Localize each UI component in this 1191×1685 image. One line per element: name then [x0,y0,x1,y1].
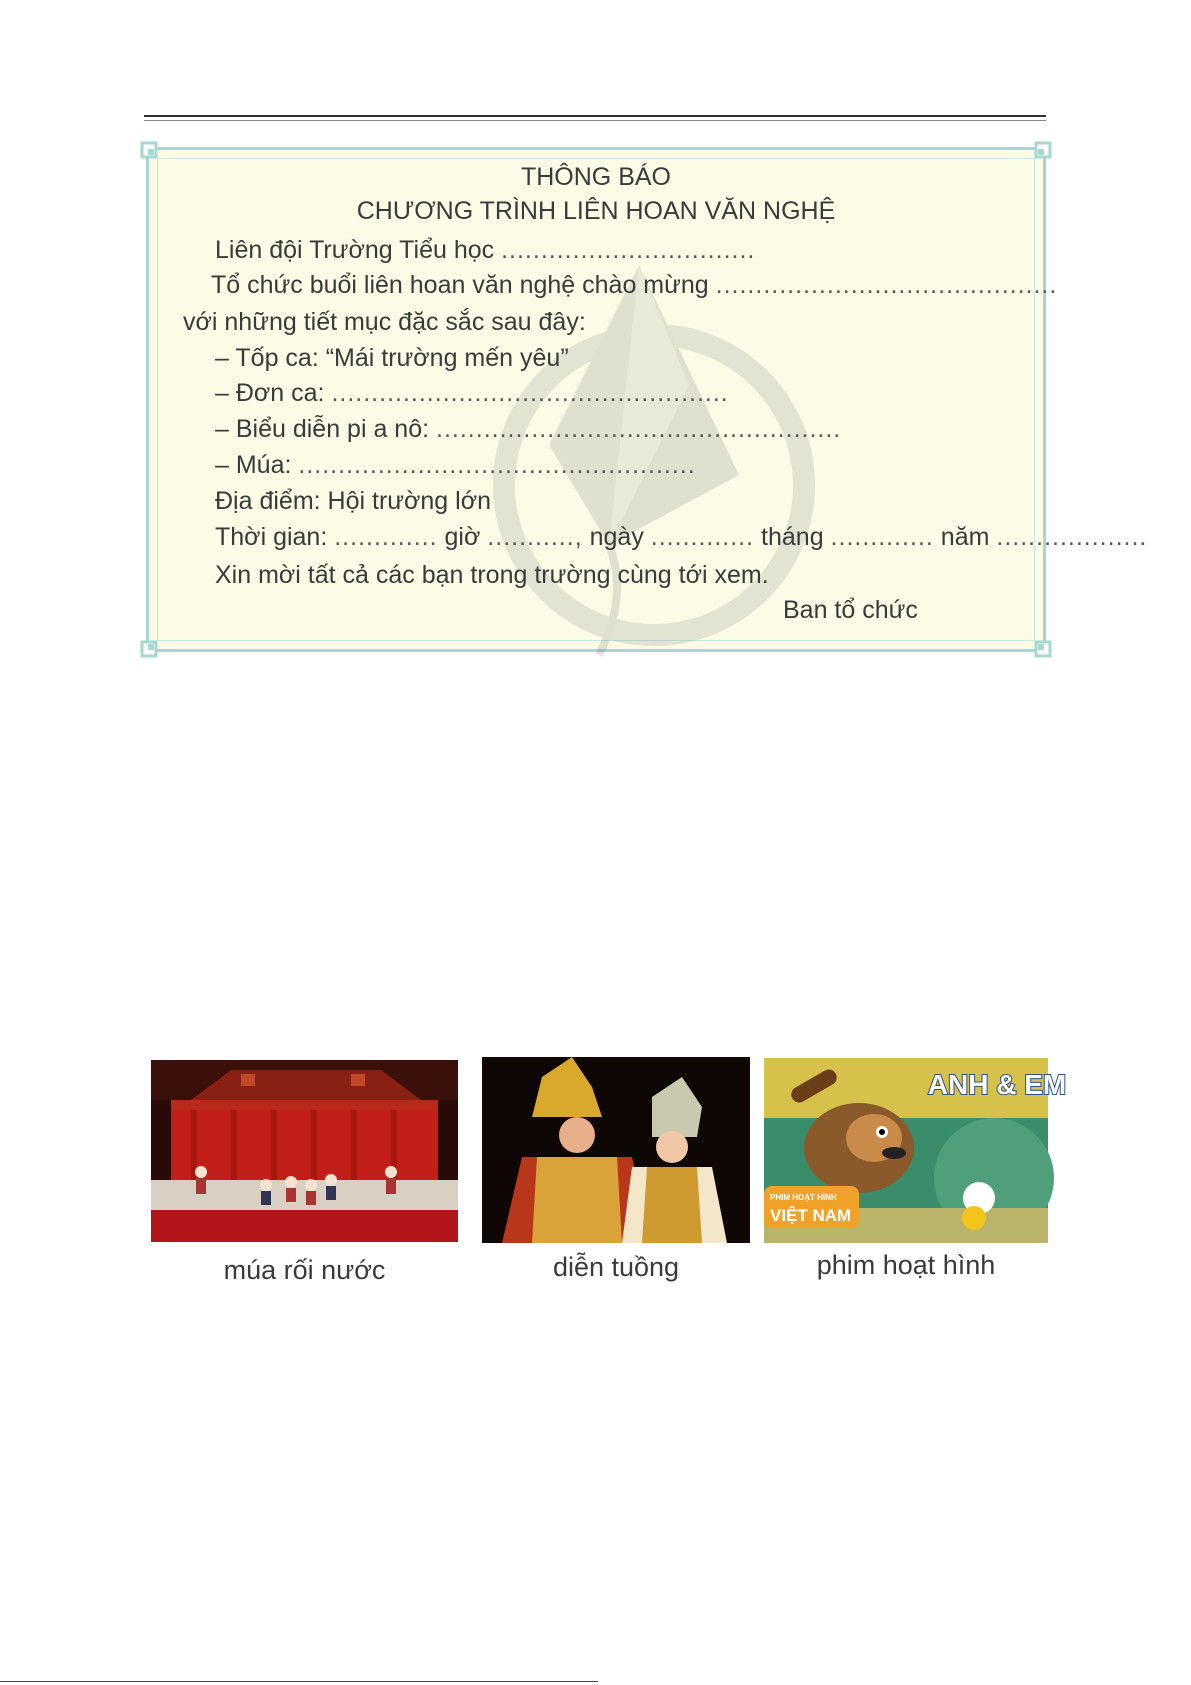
cartoon-photo [764,1058,1067,1243]
cartoon-banner-small: PHIM HOẠT HÌNH [770,1193,837,1202]
piano-label: – Biểu diễn pi a nô: [215,415,430,443]
tuong-opera-photo [482,1057,750,1243]
corner-ornament-icon [140,634,164,658]
month-blank: ............. [830,523,934,551]
corner-ornament-icon [140,141,164,165]
day-label: ngày [589,523,644,551]
hour-label: giờ [444,523,481,551]
notice-board [146,147,1148,652]
organize-line [211,270,1057,300]
cartoon-title: ANH & EM [927,1069,1067,1100]
year-label: năm [940,523,990,551]
cartoon-banner: VIỆT NAM [770,1206,852,1225]
footer-rule [0,1681,598,1682]
time-label: Thời gian: [215,523,328,551]
location-line: Địa điểm: Hội trường lớn [215,487,492,515]
hour-blank: ............. [334,523,438,551]
notice-subtitle: CHƯƠNG TRÌNH LIÊN HOAN VĂN NGHỆ [356,197,836,225]
program-item-dance [215,450,696,480]
header-rule-thin [144,120,1046,121]
caption-cartoon: phim hoạt hình [816,1250,996,1280]
school-label: Liên đội Trường Tiểu học [215,236,495,264]
school-line [215,235,755,265]
program-item-choir: – Tốp ca: “Mái trường mến yêu” [215,344,569,372]
year-blank: ................... [996,523,1148,551]
dance-blank: .................................................. [298,451,696,479]
solo-label: – Đơn ca: [215,379,325,407]
solo-blank: .................................................. [331,379,729,407]
header-rule [144,115,1046,117]
month-label: tháng [761,523,824,551]
invitation-line: Xin mời tất cả các bạn trong trường cùng tới xem. [215,561,769,589]
water-puppetry-photo [151,1060,458,1242]
notice-title: THÔNG BÁO [520,163,671,191]
corner-ornament-icon [1028,141,1052,165]
minute-blank: ..........., [487,523,583,551]
dance-label: – Múa: [215,451,292,479]
piano-blank: ................................................... [436,415,842,443]
organize-label: Tổ chức buổi liên hoan văn nghệ chào mừng [211,271,709,299]
program-item-solo [215,378,729,408]
program-item-piano [215,414,841,444]
occasion-blank: ........................................... [715,271,1058,299]
day-blank: ............. [650,523,755,551]
school-blank: ................................ [501,236,756,264]
caption-tuong: diễn tuồng [552,1252,680,1282]
corner-ornament-icon [1028,634,1052,658]
program-intro: với những tiết mục đặc sắc sau đây: [183,308,586,336]
caption-water-puppetry: múa rối nước [223,1255,386,1285]
signature-line: Ban tổ chức [783,596,918,624]
time-line [215,522,1147,552]
